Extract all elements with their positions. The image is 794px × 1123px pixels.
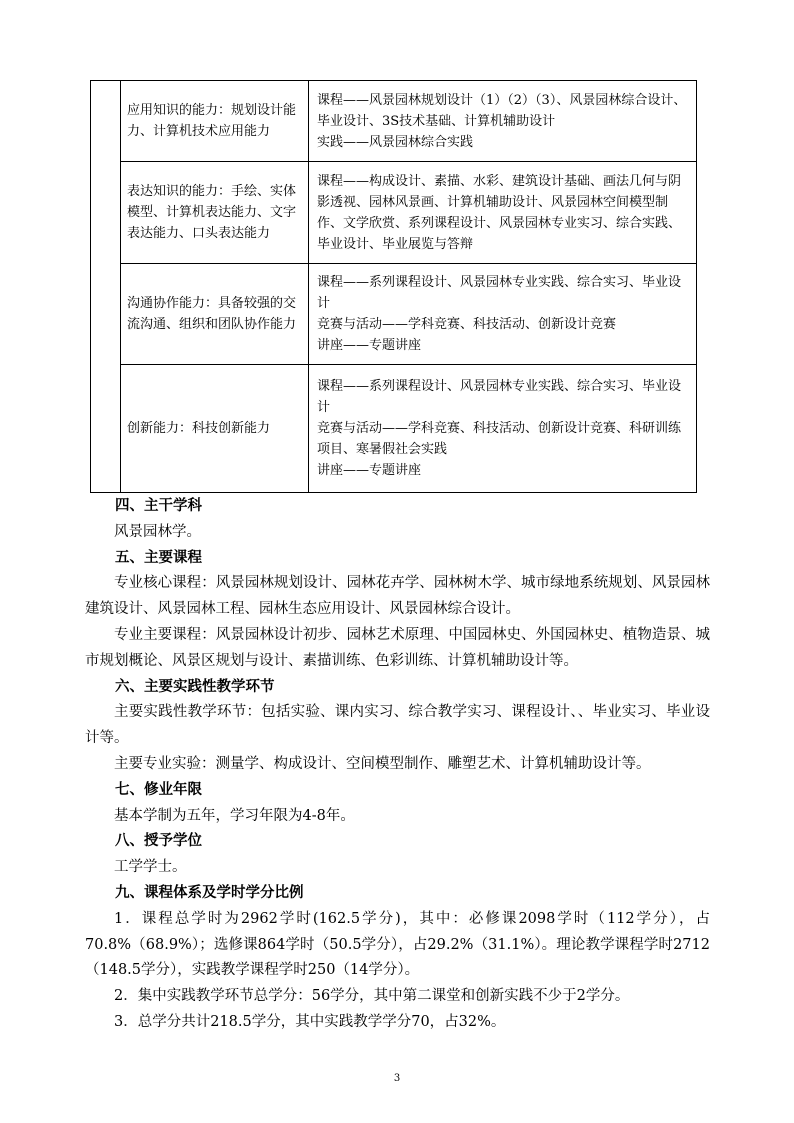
body-text [85, 494, 710, 1036]
table-row [91, 162, 697, 264]
course-line: 竞赛与活动——学科竞赛、科技活动、创新设计竞赛、科研训练项目、寒暑假社会实践 [317, 421, 682, 457]
course-line: 讲座——专题讲座 [317, 338, 422, 353]
section-heading: 四、主干学科 [115, 498, 202, 514]
course-line: 课程——构成设计、素描、水彩、建筑设计基础、画法几何与阴影透视、园林风景画、计算机辅助设计、风景园林空间模型制作、文学欣赏、系列课程设计、风景园林专业实习、综合实践、毕业设计、毕业展览与答辩 [317, 173, 682, 252]
course-cell [309, 162, 697, 264]
section-heading: 七、修业年限 [115, 781, 202, 798]
course-cell [309, 81, 697, 162]
table-row [91, 81, 697, 162]
table-row [91, 264, 697, 365]
paragraph: 主要实践性教学环节：包括实验、课内实习、综合教学实习、课程设计、、毕业实习、毕业设计等。 [85, 704, 710, 747]
section-heading: 六、主要实践性教学环节 [115, 678, 275, 695]
course-cell [309, 264, 697, 365]
section-heading: 八、授予学位 [115, 833, 202, 850]
paragraph: 2．集中实践教学环节总学分：56学分，其中第二课堂和创新实践不少于2学分。 [114, 988, 630, 1005]
course-line: 课程——风景园林规划设计（1）（2）（3）、风景园林综合设计、毕业设计、3S技术基础、计算机辅助设计 [317, 92, 687, 129]
course-line: 讲座——专题讲座 [317, 463, 422, 478]
page-number: 3 [393, 1073, 401, 1084]
table-row [91, 365, 697, 493]
paragraph: 3．总学分共计218.5学分，其中实践教学学分70，占32%。 [114, 1013, 506, 1030]
course-line: 课程——系列课程设计、风景园林专业实践、综合实习、毕业设计 [317, 275, 682, 311]
table-left-column [91, 81, 121, 493]
ability-cell: 创新能力：科技创新能力 [121, 365, 309, 493]
ability-cell: 应用知识的能力：规划设计能力、计算机技术应用能力 [121, 81, 309, 162]
section-heading: 五、主要课程 [115, 549, 202, 566]
paragraph: 基本学制为五年，学习年限为4-8年。 [114, 807, 355, 824]
course-line: 实践——风景园林综合实践 [317, 134, 474, 150]
paragraph: 专业主要课程：风景园林设计初步、园林艺术原理、中国园林史、外国园林史、植物造景、城市规划概论、风景区规划与设计、素描训练、色彩训练、计算机辅助设计等。 [85, 626, 710, 669]
paragraph: 风景园林学。 [114, 523, 201, 540]
paragraph: 工学学士。 [114, 859, 187, 876]
paragraph: 专业核心课程：风景园林规划设计、园林花卉学、园林树木学、城市绿地系统规划、风景园林建筑设计、风景园林工程、园林生态应用设计、风景园林综合设计。 [85, 575, 710, 618]
ability-cell: 表达知识的能力：手绘、实体模型、计算机表达能力、文字表达能力、口头表达能力 [121, 162, 309, 264]
section-heading: 九、课程体系及学时学分比例 [115, 884, 304, 901]
course-cell [309, 365, 697, 493]
course-line: 课程——系列课程设计、风景园林专业实践、综合实习、毕业设计 [317, 379, 682, 415]
paragraph: 1．课程总学时为2962学时(162.5学分)，其中：必修课2098学时（112学分），占70.8%（68.9%）；选修课864学时（50.5学分），占29.2%（31.1%）。理论教学课程学时2712（148.5学分），实践教学课程学时250（14学分）。 [85, 910, 710, 979]
ability-cell: 沟通协作能力：具备较强的交流沟通、组织和团队协作能力 [121, 264, 309, 365]
course-line: 竞赛与活动——学科竞赛、科技活动、创新设计竞赛 [317, 317, 617, 332]
ability-table [90, 80, 697, 493]
paragraph: 主要专业实验：测量学、构成设计、空间模型制作、雕塑艺术、计算机辅助设计等。 [114, 755, 651, 772]
